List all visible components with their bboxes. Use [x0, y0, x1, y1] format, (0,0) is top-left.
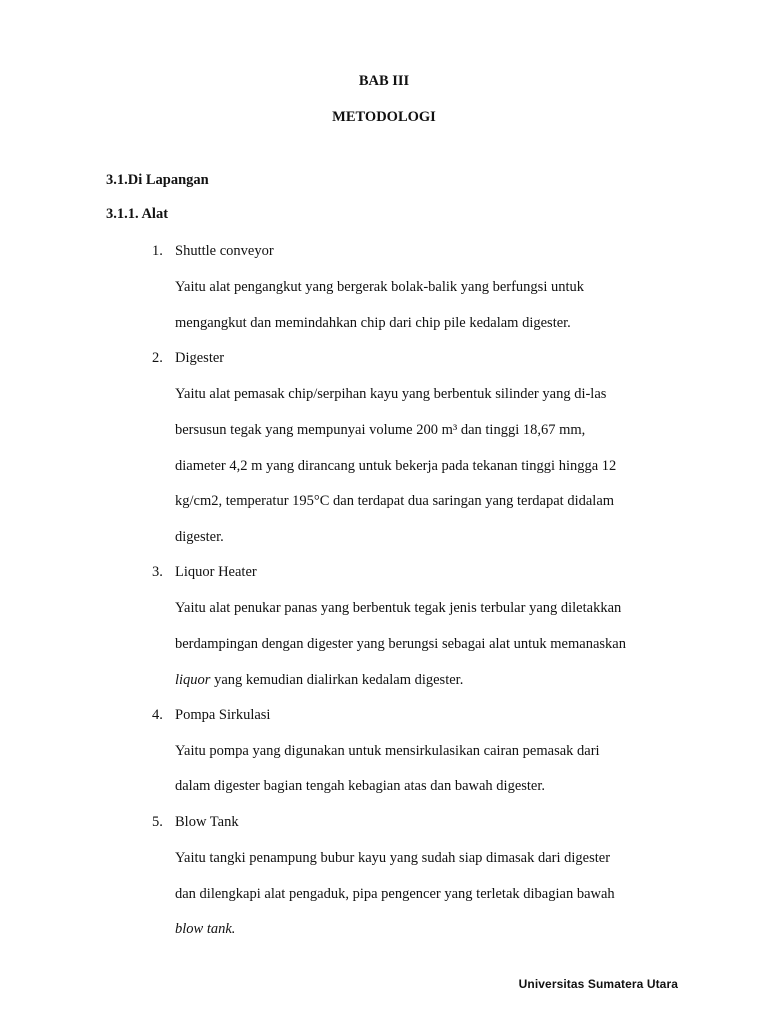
paragraph-line: dan dilengkapi alat pengaduk, pipa pengencer yang terletak dibagian bawah: [175, 886, 615, 902]
paragraph-line: mengangkut dan memindahkan chip dari chip pile kedalam digester.: [175, 315, 571, 331]
paragraph-line: diameter 4,2 m yang dirancang untuk bekerja pada tekanan tinggi hingga 12: [175, 458, 617, 474]
footer-university: Universitas Sumatera Utara: [518, 977, 678, 991]
list-item-number: 3.: [152, 564, 163, 580]
paragraph-line: Yaitu alat pemasak chip/serpihan kayu yang berbentuk silinder yang di-las: [175, 386, 607, 402]
paragraph-text: yang kemudian dialirkan kedalam digester.: [210, 672, 464, 688]
italic-term: liquor: [175, 672, 211, 688]
list-item-title: Digester: [175, 350, 225, 366]
paragraph-line: Yaitu alat penukar panas yang berbentuk tegak jenis terbular yang diletakkan: [175, 600, 622, 616]
paragraph-line: Yaitu alat pengangkut yang bergerak bolak-balik yang berfungsi untuk: [175, 279, 584, 295]
paragraph-line: [175, 672, 463, 689]
list-item-title: Shuttle conveyor: [175, 243, 274, 259]
paragraph-line: kg/cm2, temperatur 195°C dan terdapat dua saringan yang terdapat didalam: [175, 493, 615, 509]
italic-term: blow tank.: [175, 921, 236, 937]
list-item-title: Pompa Sirkulasi: [175, 707, 271, 723]
paragraph-line: Yaitu tangki penampung bubur kayu yang sudah siap dimasak dari digester: [175, 850, 611, 866]
paragraph-line: digester.: [175, 529, 224, 545]
paragraph-line: dalam digester bagian tengah kebagian atas dan bawah digester.: [175, 778, 546, 794]
list-item-number: 1.: [152, 243, 163, 259]
paragraph-line: bersusun tegak yang mempunyai volume 200 m³ dan tinggi 18,67 mm,: [175, 422, 586, 438]
paragraph-line: Yaitu pompa yang digunakan untuk mensirkulasikan cairan pemasak dari: [175, 743, 600, 759]
list-item-number: 5.: [152, 814, 163, 830]
list-item-title: Blow Tank: [175, 814, 239, 830]
list-item-number: 2.: [152, 350, 163, 366]
subsection-heading: 3.1.1. Alat: [106, 206, 169, 222]
list-item-number: 4.: [152, 707, 163, 723]
section-heading: 3.1.Di Lapangan: [106, 172, 209, 188]
chapter-label: BAB III: [358, 73, 410, 89]
paragraph-line: berdampingan dengan digester yang berungsi sebagai alat untuk memanaskan: [175, 636, 626, 652]
list-item-title: Liquor Heater: [175, 564, 257, 580]
chapter-title: METODOLOGI: [332, 109, 436, 125]
